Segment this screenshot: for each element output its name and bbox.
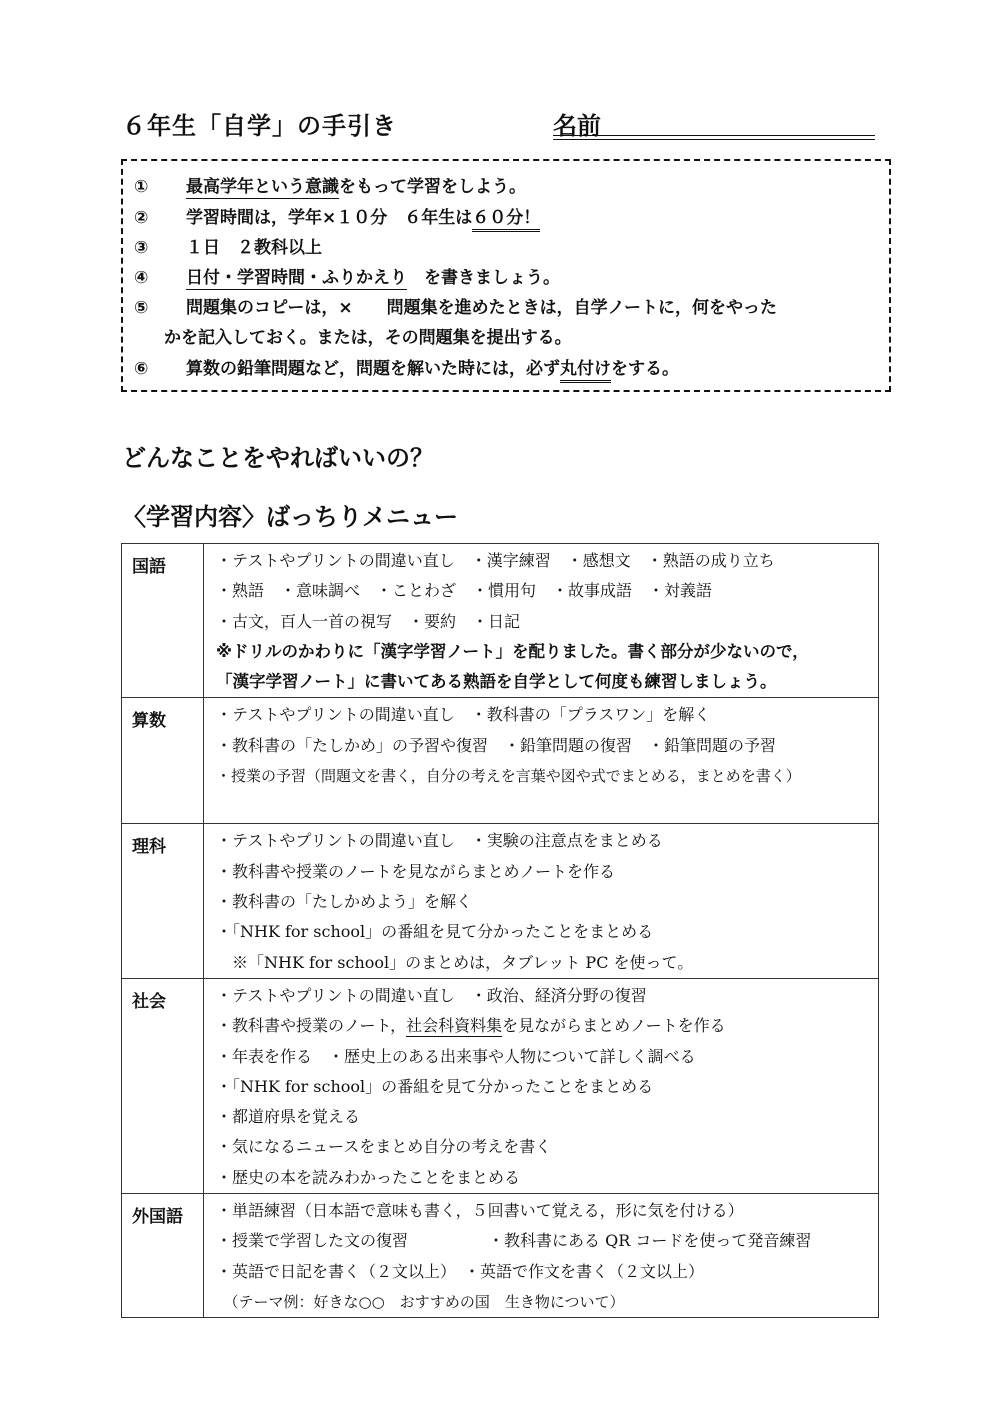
- underlined-text: 社会科資料集: [406, 1016, 503, 1036]
- rule-number: ②: [134, 208, 149, 228]
- subject-label: 社会: [122, 978, 204, 1193]
- rule-item: [134, 172, 526, 197]
- menu-row: [122, 1194, 879, 1318]
- menu-item-line: [216, 1042, 878, 1072]
- menu-item-line: [216, 1132, 878, 1162]
- subject-items: [204, 1194, 879, 1318]
- menu-item-line: [216, 1011, 878, 1041]
- section-question: どんなことをやればいいの？: [122, 444, 434, 472]
- menu-row: [122, 544, 879, 698]
- menu-item-line: [216, 948, 878, 978]
- rule-item: [134, 354, 679, 379]
- menu-item-line: [216, 826, 878, 856]
- text-segment: ・授業の予習（問題文を書く，自分の考えを言葉や図や式でまとめる，まとめを書く）: [216, 767, 801, 786]
- menu-item-line: [216, 857, 878, 887]
- subject-label: 理科: [122, 824, 204, 978]
- underlined-text: 日付・学習時間・ふりかえり: [186, 268, 407, 288]
- text-segment: ・歴史の本を読みわかったことをまとめる: [216, 1167, 521, 1187]
- subject-label: 外国語: [122, 1194, 204, 1318]
- rule-number: ⑤: [134, 298, 149, 318]
- text-segment: ・テストやプリントの間違い直し ・教科書の「プラスワン」を解く: [216, 705, 711, 725]
- text-segment: ・「NHK for school」の番組を見て分かったことをまとめる: [216, 922, 654, 942]
- rule-number: ③: [134, 238, 149, 258]
- menu-title: 〈学習内容〉ばっちりメニュー: [122, 503, 458, 531]
- menu-item-line: [216, 1226, 878, 1256]
- menu-item-line: [216, 1102, 878, 1132]
- rule-number: ④: [134, 268, 149, 288]
- menu-item-line: [216, 700, 878, 730]
- subject-label: 国語: [122, 544, 204, 698]
- text-segment: ・年表を作る ・歴史上のある出来事や人物について詳しく調べる: [216, 1046, 696, 1066]
- name-underline-2: [553, 139, 875, 140]
- text-segment: ・熟語 ・意味調べ ・ことわざ ・慣用句 ・故事成語 ・対義語: [216, 581, 713, 601]
- menu-item-line: [216, 607, 878, 637]
- menu-table: [121, 543, 879, 1318]
- menu-item-line: [216, 887, 878, 917]
- subject-items: [204, 824, 879, 978]
- rule-item: [134, 263, 560, 288]
- text-segment: ・授業で学習した文の復習 ・教科書にある QR コードを使って発音練習: [216, 1231, 812, 1251]
- menu-item-line: [216, 1163, 878, 1193]
- text-segment: ・教科書の「たしかめよう」を解く: [216, 892, 473, 912]
- subject-items: [204, 978, 879, 1193]
- underlined-text: ６０分！: [472, 208, 540, 232]
- underlined-text: 最高学年という意識: [186, 177, 339, 197]
- text-segment: をする。: [611, 359, 679, 379]
- name-underline: [553, 135, 875, 136]
- rule-number: ⑥: [134, 359, 149, 379]
- text-segment: ・古文，百人一首の視写 ・要約 ・日記: [216, 611, 521, 631]
- text-segment: ・テストやプリントの間違い直し ・実験の注意点をまとめる: [216, 831, 663, 851]
- rule-item: [164, 323, 572, 348]
- menu-item-line: [216, 981, 878, 1011]
- text-segment: ・テストやプリントの間違い直し ・漢字練習 ・感想文 ・熟語の成り立ち: [216, 551, 775, 570]
- text-segment: ・教科書や授業のノート，: [216, 1016, 407, 1036]
- text-segment: ・都道府県を覚える: [216, 1107, 361, 1127]
- text-segment: 「漢字学習ノート」に書いてある熟語を自学として何度も練習しましょう。: [216, 672, 777, 692]
- menu-item-line: [216, 1287, 878, 1317]
- menu-item-line: [216, 576, 878, 606]
- menu-item-line: [216, 1257, 878, 1287]
- menu-item-line: [216, 546, 878, 576]
- text-segment: ・教科書の「たしかめ」の予習や復習 ・鉛筆問題の復習 ・鉛筆問題の予習: [216, 735, 777, 755]
- text-segment: ・テストやプリントの間違い直し ・政治、経済分野の復習: [216, 985, 647, 1005]
- text-segment: ・英語で日記を書く（２文以上） ・英語で作文を書く（２文以上）: [216, 1261, 705, 1281]
- text-segment: を書きましょう。: [407, 268, 560, 288]
- underlined-text: 丸付け: [560, 359, 611, 383]
- menu-row: [122, 978, 879, 1193]
- text-segment: をもって学習をしよう。: [339, 177, 526, 197]
- text-segment: （テーマ例：好きな○○ おすすめの国 生き物について）: [216, 1292, 625, 1311]
- rule-number: ①: [134, 177, 149, 197]
- text-segment: 問題集のコピーは，× 問題集を進めたときは，自学ノートに，何をやった: [186, 298, 778, 318]
- menu-item-line: [216, 1196, 878, 1226]
- menu-note: [216, 667, 878, 697]
- text-segment: ・教科書や授業のノートを見ながらまとめノートを作る: [216, 861, 616, 881]
- subject-items: [204, 544, 879, 698]
- text-segment: 算数の鉛筆問題など，問題を解いた時には，必ず: [186, 359, 560, 379]
- text-segment: １日 ２教科以上: [186, 238, 322, 258]
- page-title: ６年生「自学」の手引き: [122, 112, 397, 140]
- menu-item-line: [216, 917, 878, 947]
- text-segment: ※ドリルのかわりに「漢字学習ノート」を配りました。書く部分が少ないので，: [216, 641, 809, 661]
- text-segment: 学習時間は，学年×１０分 ６年生は: [186, 208, 473, 228]
- text-segment: ・単語練習（日本語で意味も書く，５回書いて覚える，形に気を付ける）: [216, 1201, 744, 1221]
- menu-row: [122, 698, 879, 824]
- text-segment: ・気になるニュースをまとめ自分の考えを書く: [216, 1137, 552, 1157]
- menu-item-line: [216, 1072, 878, 1102]
- text-segment: ・「NHK for school」の番組を見て分かったことをまとめる: [216, 1076, 654, 1096]
- menu-item-line: [216, 731, 878, 761]
- subject-items: [204, 698, 879, 824]
- menu-row: [122, 824, 879, 978]
- menu-note: [216, 637, 878, 667]
- rule-item: [134, 233, 322, 258]
- rule-item: [134, 293, 777, 318]
- menu-item-line: [216, 761, 878, 791]
- name-label: 名前: [553, 112, 601, 140]
- rule-item: [134, 203, 540, 228]
- text-segment: を見ながらまとめノートを作る: [502, 1016, 726, 1036]
- text-segment: ※「NHK for school」のまとめは，タブレット PC を使って。: [216, 952, 694, 972]
- subject-label: 算数: [122, 698, 204, 824]
- text-segment: かを記入しておく。または，その問題集を提出する。: [164, 328, 572, 348]
